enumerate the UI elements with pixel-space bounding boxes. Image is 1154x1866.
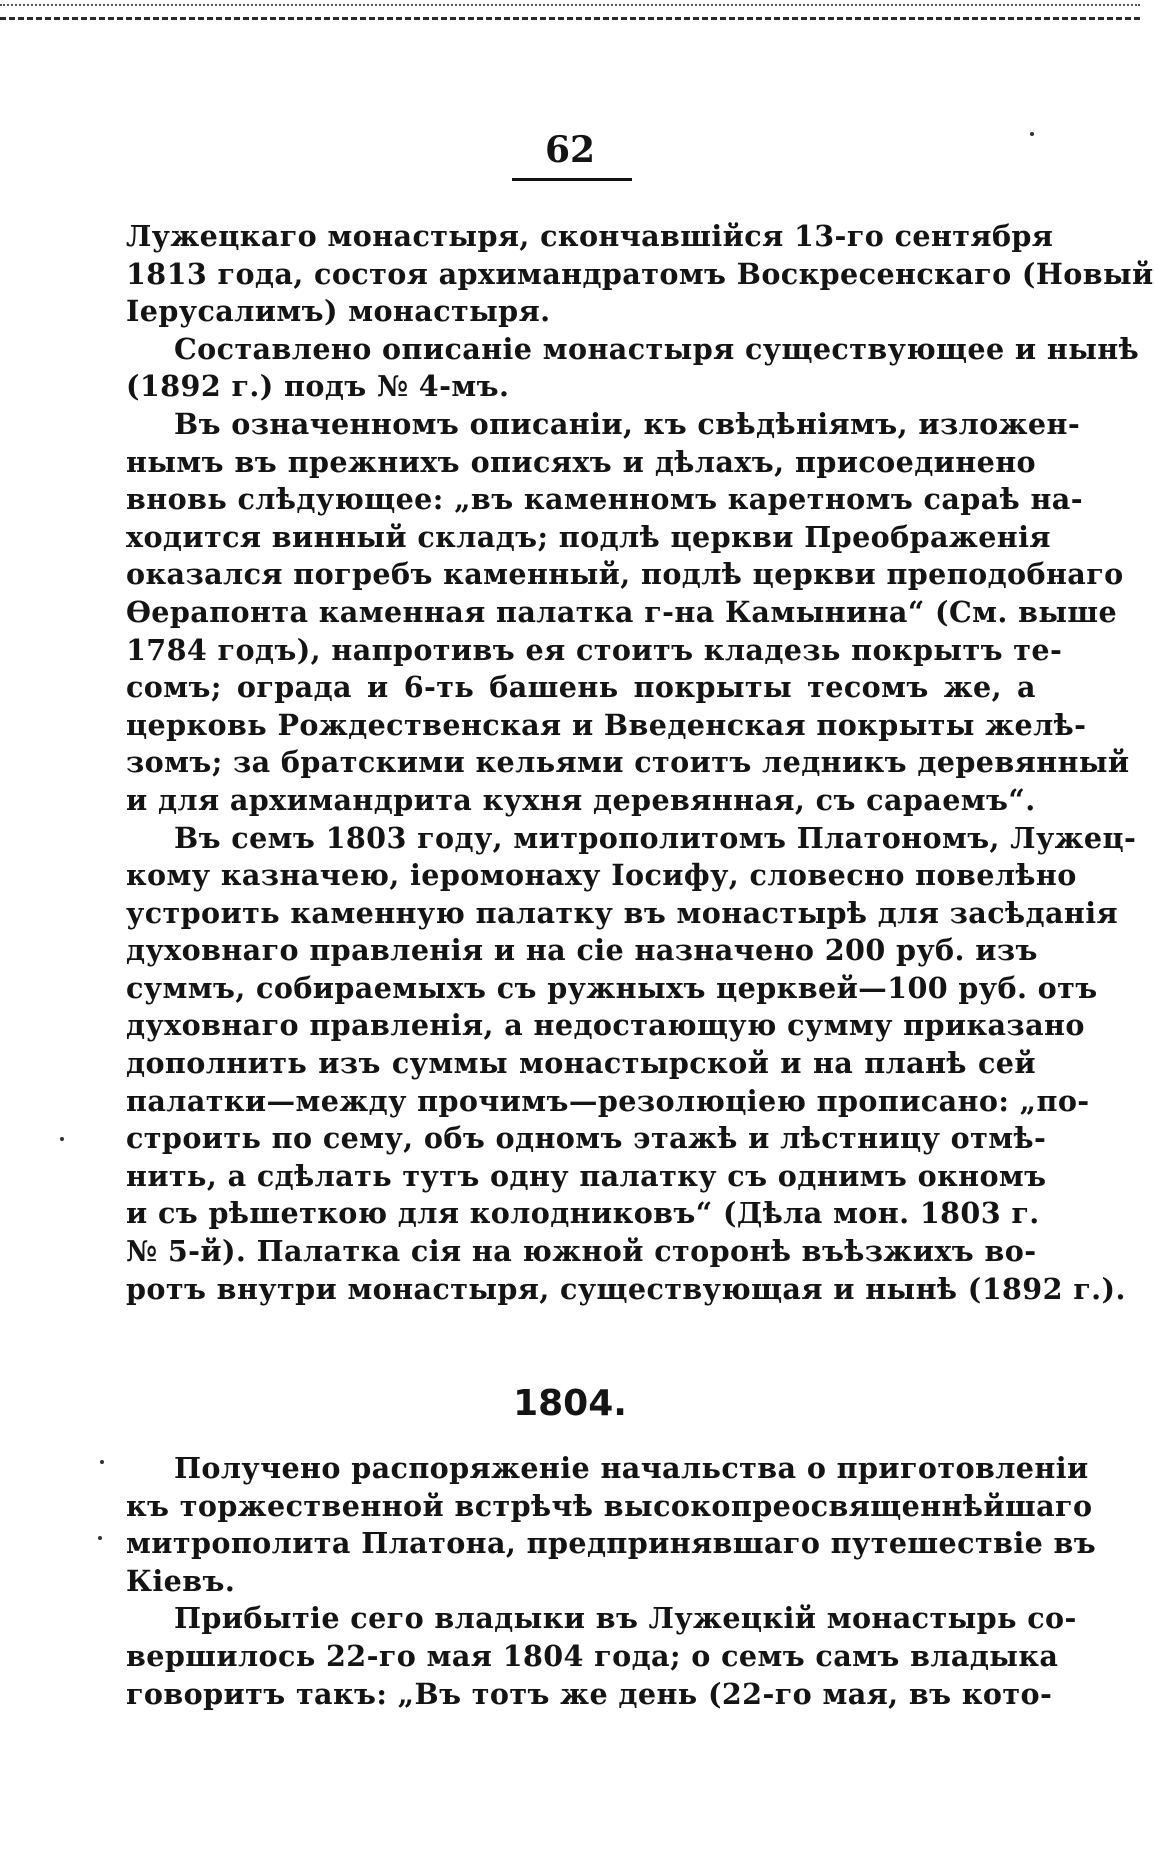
text-line: и съ рѣшеткою для колодниковъ“ (Дѣла мон. 1803 г. bbox=[126, 1196, 1040, 1231]
text-line: сомъ; ограда и 6-ть башень покрыты тесомъ же, а bbox=[126, 670, 1036, 705]
print-speck bbox=[100, 1460, 104, 1464]
print-speck bbox=[1030, 132, 1034, 136]
text-line: Въ означенномъ описаніи, къ свѣдѣніямъ, изложен- bbox=[174, 406, 1081, 441]
print-speck bbox=[60, 1137, 64, 1141]
text-line: вновь слѣдующее: „въ каменномъ каретномъ сараѣ на- bbox=[126, 482, 1084, 517]
text-line: Въ семъ 1803 году, митрополитомъ Платономъ, Лужец- bbox=[174, 820, 1137, 855]
text-line: суммъ, собираемыхъ съ ружныхъ церквей—100 руб. отъ bbox=[126, 970, 1098, 1005]
text-line: палатки—между прочимъ—резолюціею прописано: „по- bbox=[126, 1083, 1090, 1118]
text-line: духовнаго правленія и на сіе назначено 200 руб. изъ bbox=[126, 933, 1038, 968]
text-line: зомъ; за братскими кельями стоитъ ледникъ деревянный bbox=[126, 745, 1130, 780]
text-line: и для архимандрита кухня деревянная, съ сараемъ“. bbox=[126, 782, 1036, 817]
text-line: Составлено описаніе монастыря существующее и нынѣ bbox=[174, 331, 1140, 366]
text-line: къ торжественной встрѣчѣ высокопреосвященнѣйшаго bbox=[126, 1488, 1093, 1523]
text-line: Прибытіе сего владыки въ Лужецкій монастырь со- bbox=[174, 1601, 1077, 1636]
text-line: оказался погребъ каменный, подлѣ церкви преподобнаго bbox=[126, 557, 1124, 592]
text-line: Кіевъ. bbox=[126, 1563, 236, 1598]
text-line: (1892 г.) подъ № 4-мъ. bbox=[126, 369, 510, 404]
text-block-1804 bbox=[126, 1450, 1097, 1713]
text-line: нить, а сдѣлать тутъ одну палатку съ однимъ окномъ bbox=[126, 1158, 1047, 1193]
text-line: ходится винный складъ; подлѣ церкви Преображенія bbox=[126, 519, 1051, 554]
text-line: ротъ внутри монастыря, существующая и нынѣ (1892 г.). bbox=[126, 1271, 1126, 1306]
page-number-underline bbox=[512, 178, 632, 181]
text-line: устроить каменную палатку въ монастырѣ для засѣданія bbox=[126, 895, 1119, 930]
text-line: 1784 годъ), напротивъ ея стоитъ кладезь покрытъ те- bbox=[126, 632, 1063, 667]
text-line: вершилось 22-го мая 1804 года; о семъ самъ владыка bbox=[126, 1638, 1059, 1673]
text-line: нымъ въ прежнихъ описяхъ и дѣлахъ, присоединено bbox=[126, 444, 1036, 479]
text-line: Лужецкаго монастыря, скончавшійся 13-го сентября bbox=[126, 219, 1054, 253]
text-line: говоритъ такъ: „Въ тотъ же день (22-го мая, въ кото- bbox=[126, 1676, 1053, 1711]
page-number: 62 bbox=[544, 129, 596, 171]
print-speck bbox=[98, 1536, 102, 1540]
text-line: № 5-й). Палатка сія на южной сторонѣ въѣзжихъ во- bbox=[126, 1234, 1037, 1269]
text-line: дополнить изъ суммы монастырской и на планѣ сей bbox=[126, 1046, 1036, 1081]
text-block-1803 bbox=[126, 218, 1154, 1308]
top-border-rule bbox=[0, 0, 1140, 20]
text-line: Іерусалимъ) монастыря. bbox=[126, 294, 551, 329]
text-line: строить по сему, объ одномъ этажѣ и лѣстницу отмѣ- bbox=[126, 1121, 1047, 1156]
text-line: 1813 года, состоя архимандратомъ Воскресенскаго (Новый bbox=[126, 256, 1154, 291]
text-line: Получено распоряженіе начальства о приготовленіи bbox=[174, 1451, 1089, 1485]
text-line: митрополита Платона, предпринявшаго путешествіе въ bbox=[126, 1526, 1097, 1561]
text-line: кому казначею, іеромонаху Іосифу, словесно повелѣно bbox=[126, 858, 1077, 893]
text-line: церковь Рождественская и Введенская покрыты желѣ- bbox=[126, 707, 1087, 742]
year-heading: 1804. bbox=[513, 1383, 627, 1424]
text-line: духовнаго правленія, а недостающую сумму приказано bbox=[126, 1008, 1085, 1043]
text-line: Ѳерапонта каменная палатка г-на Камынина“ (См. выше bbox=[126, 594, 1118, 629]
